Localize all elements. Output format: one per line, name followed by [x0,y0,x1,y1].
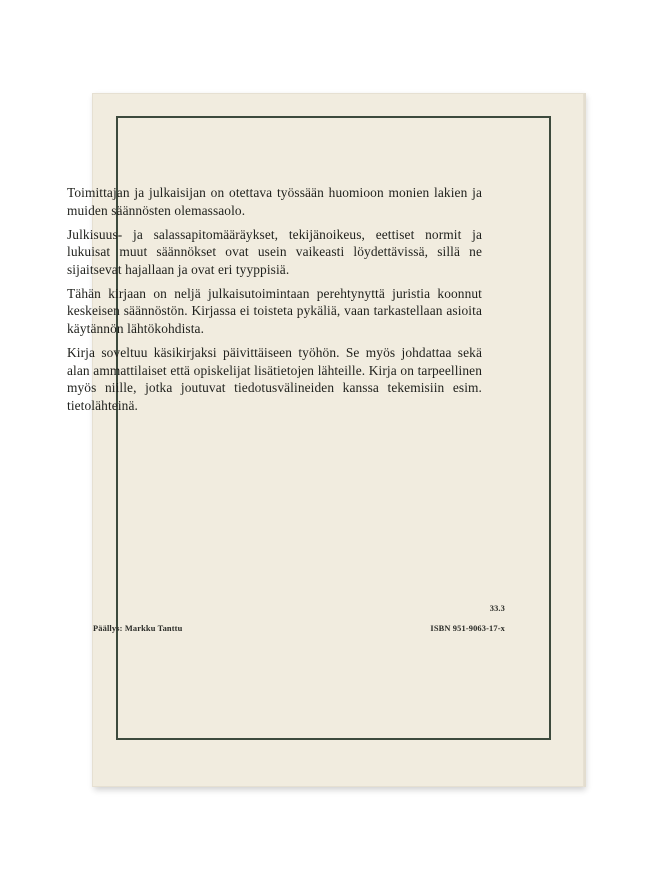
cover-designer-credit: Päällys: Markku Tanttu [93,624,183,633]
classification-code: 33.3 [489,604,505,613]
page-edge [584,93,586,787]
cover-blurb [67,184,482,421]
blurb-paragraph-2: Julkisuus- ja salassapitomääräykset, tekijänoikeus, eettiset normit ja lukuisat muut säännökset ovat usein vaikeasti löydettävissä, sillä ne sijaitsevat hajallaan ja ovat eri tyyppisiä. [67,226,482,277]
blurb-paragraph-3: Tähän kirjaan on neljä julkaisutoimintaan perehtynyttä juristia koonnut keskeisen säännöstön. Kirjassa ei toisteta pykäliä, vaan tarkastellaan asioita käytännön lähtökohdista. [67,285,482,336]
isbn-number: ISBN 951-9063-17-x [430,624,505,633]
blurb-paragraph-1: Toimittajan ja julkaisijan on otettava työssään huomioon monien lakien ja muiden säännösten olemassaolo. [67,185,482,218]
blurb-paragraph-4: Kirja soveltuu käsikirjaksi päivittäiseen työhön. Se myös johdattaa sekä alan ammattilaiset että opiskelijat lisätietojen lähteille. Kirja on tarpeellinen myös niille, jotka joutuvat tiedotusvälineiden kanssa tekemisiin esim. tietolähteinä. [67,344,482,413]
